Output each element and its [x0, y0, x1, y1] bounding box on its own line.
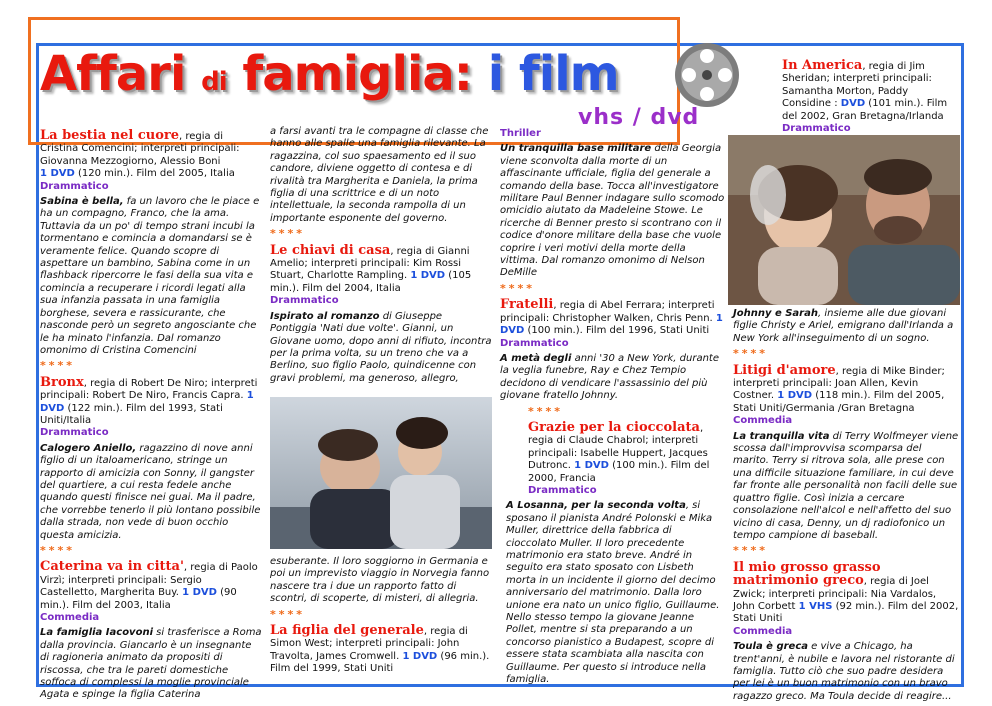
genre-label: Drammatico: [528, 484, 597, 496]
movie-details: (118 min.). Film del 2005, Stati Uniti/Germania /Gran Bretagna: [733, 390, 945, 414]
movie-title: Bronx: [40, 374, 84, 390]
movie-credits: , regia di Jim Sheridan; interpreti principali: Samantha Morton, Paddy Considine :: [782, 61, 932, 110]
genre-label: Drammatico: [40, 180, 109, 192]
genre-label: Commedia: [733, 415, 793, 427]
column-4-top: [782, 60, 960, 138]
movie-entry: [733, 362, 959, 428]
stars-separator: ****: [270, 607, 306, 621]
movie-entry: [270, 242, 492, 308]
movie-synopsis: La tranquilla vita di Terry Wolfmeyer viene scossa dall'improvvisa scomparsa del marito. Terry si ritrova sola, alle prese con una difficile situazione familiare, in cui deve far fronte alle personalità non facili delle sue quattro figlie. Così inizia a cercare consolazione nell'alcol e nell'affetto del suo vicino di casa, Denny, un dj radiofonico un tempo campione di baseball.: [733, 430, 959, 541]
stars-separator: ****: [733, 544, 769, 558]
format-label: DVD: [840, 98, 866, 110]
movie-synopsis: Toula è greca e vive a Chicago, ha trent'anni, è nubile e lavora nel ristorante di famiglia. Tutto ciò che suo padre desidera per lei è un buon matrimonio con un bravo ragazzo greco. Ma Toula decide di reagire...: [733, 641, 955, 702]
movie-entry: [500, 299, 725, 350]
movie-entry: [782, 60, 960, 135]
genre-label: Commedia: [40, 612, 100, 624]
movie-credits: , regia di Mike Binder; interpreti principali: Joan Allen, Kevin Costner.: [733, 365, 945, 402]
movie-credits: , regia di Paolo Virzì; interpreti principali: Sergio Castelletto, Margherita Buy.: [40, 562, 258, 599]
movie-title: Il mio grosso grasso matrimonio greco: [733, 559, 881, 589]
movie-entry: [528, 419, 725, 497]
genre-label: Drammatico: [270, 295, 339, 307]
genre-label: Drammatico: [40, 427, 109, 439]
stars-separator: ****: [528, 404, 564, 418]
format-label: 1 DVD: [40, 168, 75, 180]
stars-separator: ****: [270, 227, 306, 241]
movie-entry: [40, 374, 262, 440]
format-label: 1 DVD: [402, 650, 438, 662]
movie-credits: , regia di Cristina Comencini; interpreti principali: Giovanna Mezzogiorno, Alessio Boni: [40, 131, 240, 167]
movie-credits: , regia di Gianni Amelio; interpreti principali: Kim Rossi Stuart, Charlotte Rampling.: [270, 245, 470, 282]
genre-label: Thriller: [500, 128, 541, 139]
column-4: [733, 308, 959, 706]
movie-title: Grazie per la cioccolata: [528, 419, 700, 435]
genre-label: Drammatico: [782, 123, 851, 135]
format-label: 1 VHS: [798, 600, 833, 612]
stars-separator: ****: [40, 359, 76, 373]
movie-credits: , regia di Robert De Niro; interpreti principali: Robert De Niro, Francis Capra.: [40, 377, 258, 402]
movie-details: (120 min.). Film del 2005, Italia: [74, 168, 235, 180]
movie-synopsis: Calogero Aniello, ragazzino di nove anni figlio di un italoamericano, stringe un rapporto di amicizia con Sonny, il gangster del quartiere, a cui resta fedele anche quando questi finisce nei guai. Ma il padre, che vorrebbe tenerlo il più lontano possibile dalla strada, non vede di buon occhio questa amicizia.: [40, 442, 261, 541]
movie-synopsis: A metà degli anni '30 a New York, durante la veglia funebre, Ray e Chez Tempio decidono di vendicare l'assassinio del più giovane fratello Johnny.: [500, 352, 720, 402]
movie-synopsis: Sabina è bella, fa un lavoro che le piace e ha un compagno, Franco, che la ama. Tuttavia da un po' di tempo strani incubi la tormentano e comincia a domandarsi se è veramente felice. Quando scopre di aspettare un bambino, Sabina come in un flashback ripercorre le fasi della sua vita e comincia a recuperare i ricordi legati alla sua infanzia passata in una famiglia borghese, severa e rassicurante, che nasconde però un segreto angosciante che le ha minato l'infanzia. Dal romanzo omonimo di Cristina Comencini: [40, 196, 260, 356]
movie-details: (100 min.). Film del 1996, Stati Uniti: [524, 325, 710, 337]
movie-title: Caterina va in citta': [40, 559, 184, 575]
movie-credits: , regia di Simon West; interpreti principali: John Travolta, James Cromwell.: [270, 626, 468, 662]
movie-details: (122 min.). Film del 1993, Stati Uniti/Italia: [40, 402, 223, 426]
movie-synopsis: Johnny e Sarah, insieme alle due giovani figlie Christy e Ariel, emigrano dall'Irlanda a New York all'inseguimento di un sogno.: [733, 308, 954, 344]
title-part4: i film: [487, 46, 619, 102]
column-1: [40, 130, 262, 705]
column-3: [500, 128, 725, 689]
movie-details: (90 min.). Film del 2003, Italia: [40, 587, 237, 611]
stars-separator: ****: [733, 347, 769, 361]
movie-still-photo: [270, 397, 492, 549]
genre-label: Commedia: [733, 625, 793, 637]
movie-synopsis-continued: esuberante. Il loro soggiorno in Germania e poi un imprevisto viaggio in Norvegia fanno nascere tra i due un rapporto fatto di scontri, di scoperte, di misteri, di allegria.: [270, 556, 490, 605]
movie-title: Le chiavi di casa: [270, 242, 391, 258]
stars-separator: ****: [40, 544, 76, 557]
movie-synopsis-continued: a farsi avanti tra le compagne di classe che hanno alle spalle una famiglia rilevante. La ragazzina, col suo spaesamento ed il suo candore, diviene oggetto di contesa e di rivalità tra Margherita e Daniela, la prima figlia di una scrittrice e di un noto intellettuale, la seconda rampolla di un importante esponente del governo.: [270, 126, 489, 224]
movie-credits: , regia di Claude Chabrol; interpreti principali: Isabelle Huppert, Jacques Dutronc.: [528, 422, 708, 472]
format-label: 1 DVD: [777, 390, 813, 402]
movie-synopsis: Ispirato al romanzo di Giuseppe Pontiggia 'Nati due volte'. Gianni, un Giovane uomo, dopo anni di rifiuto, incontra per la prima volta, su un treno che va a Berlino, suo figlio Paolo, quindicenne con gravi problemi, ma generoso, allegro,: [270, 310, 492, 384]
movie-synopsis: A Losanna, per la seconda volta, si sposano il pianista André Polonski e Mika Muller, direttrice della fabbrica di cioccolato Muller. Il loro precedente matrimonio era stato breve. André in seguito era stato sposato con Lisbeth morta in un incidente il giorno del decimo anniversario del matrimonio. Dalla loro unione era nato un unico figlio, Guillaume. Nello stesso tempo la giovane Jeanne Pollet, mentre si sta preparando a un concorso pianistico a Budapest, scopre di essere stata scambiata alla nascita con Guillaume. Per questo si introduce nella famiglia.: [506, 500, 720, 686]
movie-title: In America: [782, 58, 863, 73]
format-label: 1 DVD: [410, 270, 446, 282]
movie-details: (105 min.). Film del 2004, Italia: [270, 270, 472, 294]
movie-details: (101 min.). Film del 2002, Gran Bretagna/Irlanda: [782, 98, 948, 122]
movie-title: La figlia del generale: [270, 623, 424, 639]
page-title: [40, 46, 619, 102]
film-reel-icon: [672, 40, 742, 110]
movie-title: La bestia nel cuore: [40, 128, 180, 143]
title-part3: famiglia:: [242, 46, 472, 102]
format-label: 1 DVD: [40, 390, 254, 414]
movie-credits: , regia di Joel Zwick; interpreti principali: Nia Vardalos, John Corbett: [733, 576, 937, 612]
movie-entry: [40, 130, 262, 193]
format-label: 1 DVD: [574, 460, 609, 472]
movie-details: (92 min.). Film del 2002, Stati Uniti: [733, 600, 959, 625]
genre-label: Drammatico: [500, 337, 569, 349]
movie-entry: [733, 559, 959, 638]
movie-still-photo: [728, 135, 960, 305]
movie-title: Litigi d'amore: [733, 362, 836, 378]
title-part2: di: [201, 67, 227, 97]
movie-credits: , regia di Abel Ferrara; interpreti principali: Christopher Walken, Chris Penn.: [500, 300, 715, 324]
format-label: 1 DVD: [182, 587, 217, 599]
column-2: [270, 126, 492, 388]
movie-title: Fratelli: [500, 297, 554, 313]
movie-details: (96 min.). Film del 1999, Stati Uniti: [270, 650, 490, 675]
movie-synopsis: Un tranquilla base militare della Georgia viene sconvolta dalla morte di un affascinante ufficiale, figlia del generale a comando della base. Tocca all'investigatore militare Paul Benner indagare sullo scomodo omicidio aiutato da Madeleine Stowe. Le ricerche di Benner presto si scontrano con il codice d'onore militare della base che vuole coprire i veri motivi della morte della vittima. Dal romanzo omonimo di Nelson DeMille: [500, 143, 725, 279]
movie-synopsis: La famiglia Iacovoni si trasferisce a Roma dalla provincia. Giancarlo è un insegnante di ragioneria animato da propositi di riscossa, che tra le pareti domestiche soffoca di complessi la moglie provinciale Agata e spinge la figlia Caterina: [40, 627, 262, 701]
subtitle: vhs / dvd: [578, 105, 700, 130]
stars-separator: ****: [500, 281, 536, 295]
format-label: 1 DVD: [500, 312, 723, 337]
movie-entry: [270, 625, 492, 676]
column-2-bottom: [270, 556, 492, 679]
title-part1: Affari: [40, 46, 186, 102]
movie-details: (100 min.). Film del 2000, Francia: [528, 460, 710, 484]
movie-entry: [40, 561, 262, 624]
